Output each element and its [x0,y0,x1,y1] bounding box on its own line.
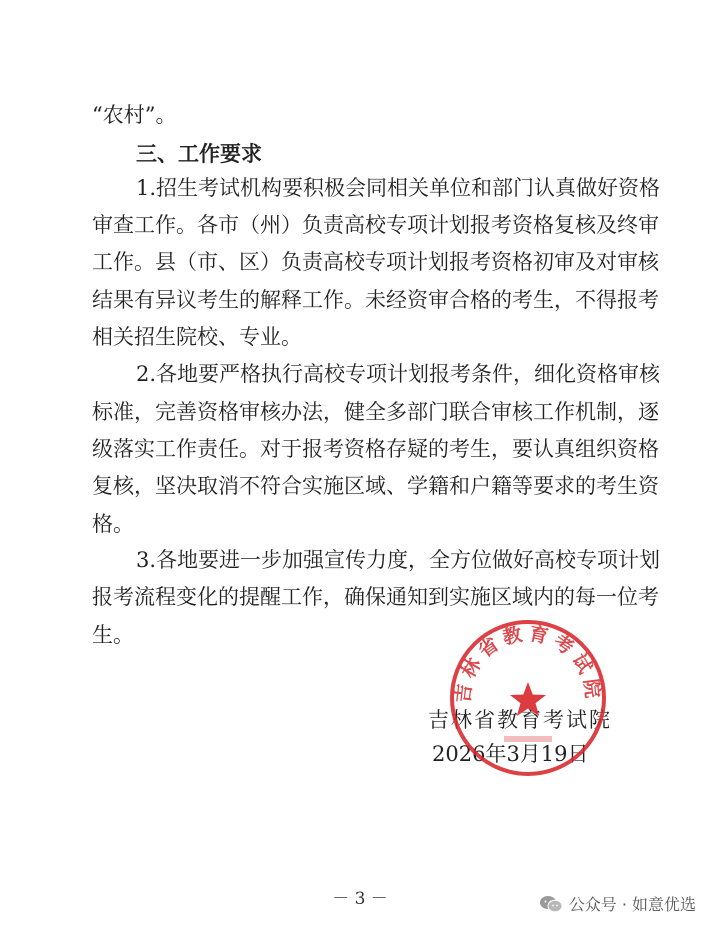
page-number: － 3 － [332,889,388,909]
text-line: 格。 [92,512,134,536]
section-heading: 三、工作要求 [136,142,262,166]
text-line: 结果有异议考生的解释工作。未经资审合格的考生，不得报考 [92,288,659,312]
text-line: 复核，坚决取消不符合实施区域、学籍和户籍等要求的考生资 [92,474,659,498]
footer-label: 公众号 · 如意优选 [568,895,696,914]
footer-watermark [539,892,696,915]
wechat-icon [539,895,563,913]
text-line: 报考流程变化的提醒工作，确保通知到实施区域内的每一位考 [92,585,659,609]
seal-text: 吉林省教育考试院 [452,622,604,705]
text-line: 审查工作。各市（州）负责高校专项计划报考资格复核及终审 [92,213,659,237]
text-line: 2.各地要严格执行高校专项计划报考条件，细化资格审核 [136,362,661,386]
text-line: 工作。县（市、区）负责高校专项计划报考资格初审及对审核 [92,250,659,274]
official-seal [448,618,608,778]
text-line: “农村”。 [92,103,177,127]
text-line: 标准，完善资格审核办法，健全多部门联合审核工作机制，逐 [92,400,659,424]
seal-star-icon [510,682,546,716]
signature-organization: 吉林省教育考试院 [428,708,612,732]
text-line: 3.各地要进一步加强宣传力度，全方位做好高校专项计划 [136,548,661,572]
text-line: 生。 [92,623,134,647]
signature-date: 2026年3月19日 [432,742,589,766]
text-line: 级落实工作责任。对于报考资格存疑的考生，要认真组织资格 [92,437,659,461]
text-line: 1.招生考试机构要积极会同相关单位和部门认真做好资格 [136,176,661,200]
text-line: 相关招生院校、专业。 [92,325,302,349]
